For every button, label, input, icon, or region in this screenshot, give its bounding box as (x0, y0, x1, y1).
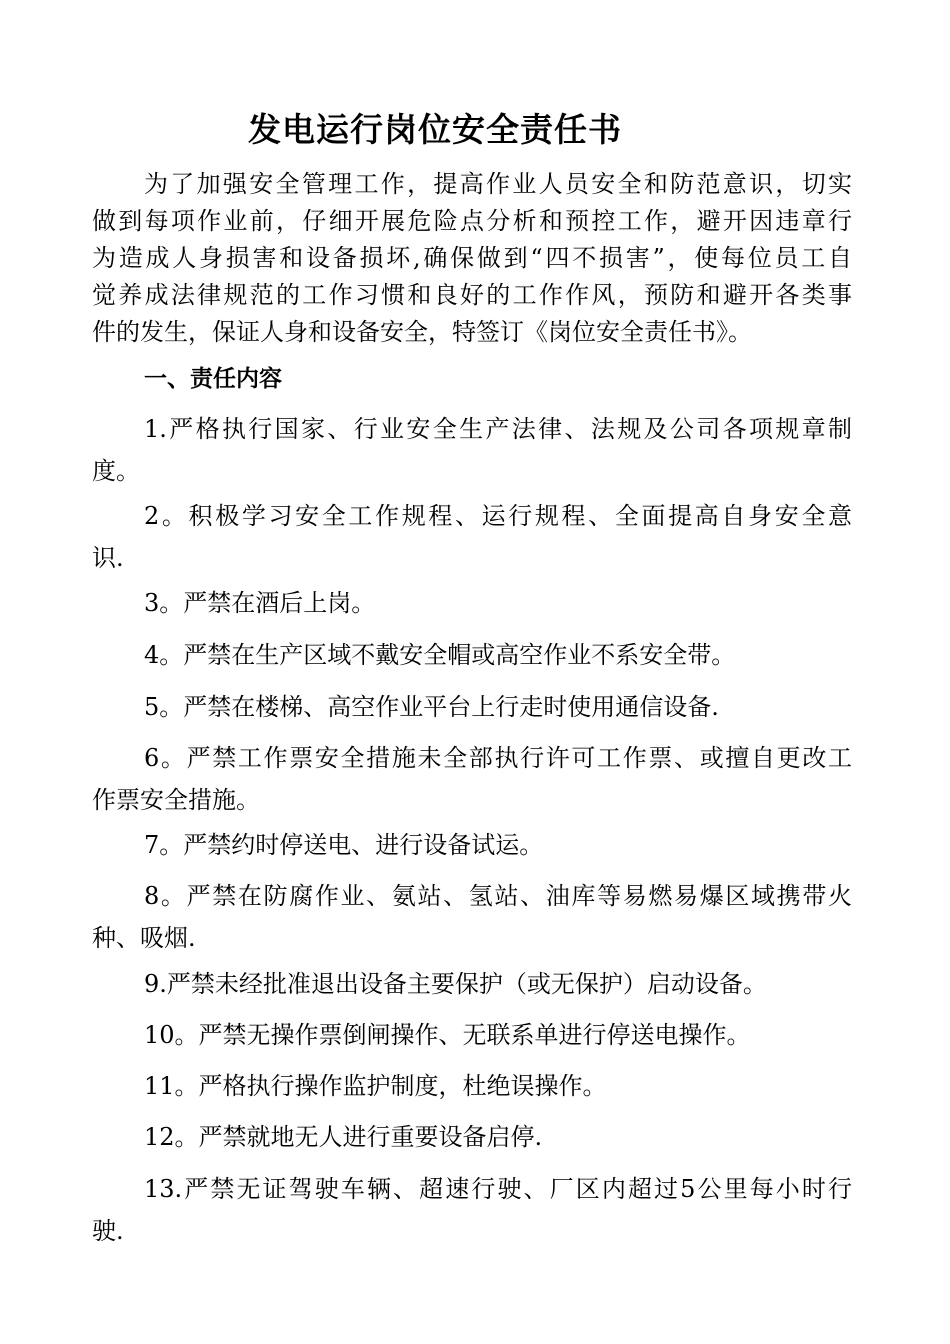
list-item-line: 6。严禁工作票安全措施未全部执行许可工作票、或擅自更改工 (144, 744, 852, 772)
list-item (92, 582, 852, 624)
list-item (92, 1065, 852, 1107)
list-item-line: 种、吸烟. (92, 924, 196, 952)
list-item (92, 824, 852, 866)
list-item-line: 11。严格执行操作监护制度，杜绝误操作。 (144, 1072, 607, 1100)
list-item (92, 1116, 852, 1158)
list-item (92, 408, 852, 492)
list-item-line: 12。严禁就地无人进行重要设备启停. (144, 1123, 543, 1151)
list-item (92, 1168, 852, 1252)
list-item-line: 5。严禁在楼梯、高空作业平台上行走时使用通信设备. (144, 693, 719, 721)
list-item (92, 1014, 852, 1056)
list-item-line: 度。 (92, 457, 140, 485)
list-item-line: 8。严禁在防腐作业、氨站、氢站、油库等易燃易爆区域携带火 (144, 882, 852, 910)
intro-line: 件的发生，保证人身和设备安全，特签订《岗位安全责任书》。 (92, 318, 752, 346)
document-title: 发电运行岗位安全责任书 (248, 110, 622, 149)
list-item-line: 2。积极学习安全工作规程、运行规程、全面提高自身安全意 (144, 502, 852, 530)
list-item (92, 686, 852, 728)
list-item-line: 4。严禁在生产区域不戴安全帽或高空作业不系安全带。 (144, 641, 736, 669)
intro-line: 觉养成法律规范的工作习惯和良好的工作作风，预防和避开各类事 (92, 281, 852, 309)
list-item (92, 737, 852, 821)
list-item-line: 识. (92, 544, 124, 572)
list-item (92, 634, 852, 676)
intro-line: 做到每项作业前，仔细开展危险点分析和预控工作，避开因违章行 (92, 207, 852, 235)
list-item (92, 875, 852, 959)
list-item-line: 驶. (92, 1217, 124, 1245)
list-item-line: 作票安全措施。 (92, 786, 260, 814)
list-item-line: 9.严禁未经批准退出设备主要保护（或无保护）启动设备。 (144, 970, 767, 998)
section-heading: 一、责任内容 (144, 366, 282, 392)
list-item-line: 1.严格执行国家、行业安全生产法律、法规及公司各项规章制 (144, 415, 852, 443)
list-item (92, 963, 852, 1005)
intro-paragraph (92, 166, 852, 351)
list-item-line: 13.严禁无证驾驶车辆、超速行驶、厂区内超过5公里每小时行 (144, 1175, 852, 1203)
intro-line: 为造成人身损害和设备损坏,确保做到“四不损害”，使每位员工自 (92, 244, 852, 272)
list-item-line: 10。严禁无操作票倒闸操作、无联系单进行停送电操作。 (144, 1021, 751, 1049)
list-item-line: 3。严禁在酒后上岗。 (144, 589, 376, 617)
intro-line: 为了加强安全管理工作，提高作业人员安全和防范意识，切实 (144, 170, 852, 198)
list-item-line: 7。严禁约时停送电、进行设备试运。 (144, 831, 544, 859)
list-item (92, 495, 852, 579)
